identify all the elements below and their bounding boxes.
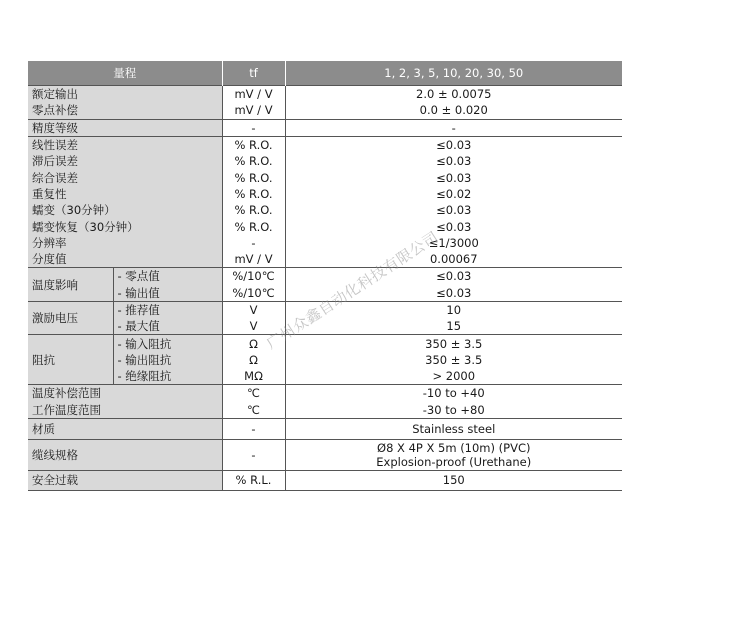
- row-sublabel: - 输出阻抗: [113, 352, 222, 368]
- row-unit: % R.O.: [222, 218, 285, 234]
- row-unit: % R.O.: [222, 136, 285, 153]
- table-row: [28, 119, 622, 136]
- row-value: 15: [285, 318, 622, 335]
- table-row: [28, 202, 622, 218]
- row-label: 零点补偿: [28, 102, 222, 119]
- table-row: [28, 470, 622, 490]
- row-value: ≤1/3000: [285, 235, 622, 251]
- row-unit: Ω: [222, 352, 285, 368]
- row-unit: ℃: [222, 385, 285, 402]
- row-label: 综合误差: [28, 169, 222, 185]
- row-unit: mV / V: [222, 102, 285, 119]
- row-unit: -: [222, 119, 285, 136]
- row-sublabel: - 零点值: [113, 268, 222, 285]
- row-value: ≤0.03: [285, 169, 622, 185]
- table-row: [28, 402, 622, 419]
- table-row: [28, 251, 622, 268]
- row-unit: V: [222, 318, 285, 335]
- header-unit: tf: [222, 61, 285, 86]
- table-row: [28, 186, 622, 202]
- row-value: -: [285, 119, 622, 136]
- table-row: [28, 136, 622, 153]
- table-row: [28, 352, 622, 368]
- row-label: 安全过载: [28, 470, 222, 490]
- row-value: 350 ± 3.5: [285, 335, 622, 352]
- table-row: [28, 335, 622, 352]
- table-row: [28, 102, 622, 119]
- row-unit: -: [222, 418, 285, 439]
- row-value: ≤0.03: [285, 153, 622, 169]
- row-value: 0.0 ± 0.020: [285, 102, 622, 119]
- spec-table: [28, 61, 622, 491]
- row-unit: V: [222, 301, 285, 318]
- row-unit: % R.O.: [222, 186, 285, 202]
- row-unit: mV / V: [222, 86, 285, 103]
- row-label: 蠕变恢复（30分钟）: [28, 218, 222, 234]
- cable-spec-value: [285, 439, 622, 470]
- row-label: 分辨率: [28, 235, 222, 251]
- table-row: [28, 318, 622, 335]
- table-row: [28, 368, 622, 385]
- row-value: 0.00067: [285, 251, 622, 268]
- row-unit: -: [222, 439, 285, 470]
- row-label: 滞后误差: [28, 153, 222, 169]
- row-sublabel: - 推荐值: [113, 301, 222, 318]
- row-sublabel: - 绝缘阻抗: [113, 368, 222, 385]
- row-unit: ℃: [222, 402, 285, 419]
- table-row: [28, 418, 622, 439]
- row-sublabel: - 最大值: [113, 318, 222, 335]
- table-row: [28, 385, 622, 402]
- table-row: [28, 301, 622, 318]
- row-label: 重复性: [28, 186, 222, 202]
- header-row: [28, 61, 622, 86]
- row-value: 10: [285, 301, 622, 318]
- row-value: ≤0.03: [285, 136, 622, 153]
- row-sublabel: - 输入阻抗: [113, 335, 222, 352]
- row-unit: %/10℃: [222, 268, 285, 285]
- row-unit: % R.L.: [222, 470, 285, 490]
- row-label: 缆线规格: [28, 439, 222, 470]
- cable-spec-line: Explosion-proof (Urethane): [376, 454, 532, 469]
- row-label: 线性误差: [28, 136, 222, 153]
- row-label: 材质: [28, 418, 222, 439]
- row-unit: Ω: [222, 335, 285, 352]
- header-item: 量程: [28, 61, 222, 86]
- row-sublabel: - 输出值: [113, 285, 222, 302]
- row-label: 额定输出: [28, 86, 222, 103]
- cable-spec-line: Ø8 X 4P X 5m (10m) (PVC): [377, 440, 531, 455]
- header-value: 1, 2, 3, 5, 10, 20, 30, 50: [285, 61, 622, 86]
- table-row: [28, 285, 622, 302]
- row-unit: % R.O.: [222, 153, 285, 169]
- group-label: 温度影响: [28, 268, 113, 302]
- row-unit: % R.O.: [222, 169, 285, 185]
- table-row: [28, 439, 622, 470]
- group-label: 激励电压: [28, 301, 113, 335]
- row-label: 温度补偿范围: [28, 385, 222, 402]
- table-row: [28, 268, 622, 285]
- group-label: 阻抗: [28, 335, 113, 385]
- row-unit: mV / V: [222, 251, 285, 268]
- row-value: 2.0 ± 0.0075: [285, 86, 622, 103]
- row-label: 工作温度范围: [28, 402, 222, 419]
- table-row: [28, 86, 622, 103]
- row-value: Stainless steel: [285, 418, 622, 439]
- row-value: ≤0.03: [285, 285, 622, 302]
- row-unit: % R.O.: [222, 202, 285, 218]
- row-value: > 2000: [285, 368, 622, 385]
- table-row: [28, 235, 622, 251]
- row-label: 蠕变（30分钟）: [28, 202, 222, 218]
- table-row: [28, 169, 622, 185]
- watermark: 广州众鑫自动化科技有限公司: [263, 227, 442, 353]
- row-value: 350 ± 3.5: [285, 352, 622, 368]
- row-value: -10 to +40: [285, 385, 622, 402]
- row-value: ≤0.03: [285, 268, 622, 285]
- row-unit: %/10℃: [222, 285, 285, 302]
- row-unit: -: [222, 235, 285, 251]
- row-value: 150: [285, 470, 622, 490]
- row-value: ≤0.02: [285, 186, 622, 202]
- row-value: ≤0.03: [285, 202, 622, 218]
- table-row: [28, 153, 622, 169]
- table-row: [28, 218, 622, 234]
- row-label: 分度值: [28, 251, 222, 268]
- row-value: ≤0.03: [285, 218, 622, 234]
- row-label: 精度等级: [28, 119, 222, 136]
- row-value: -30 to +80: [285, 402, 622, 419]
- row-unit: MΩ: [222, 368, 285, 385]
